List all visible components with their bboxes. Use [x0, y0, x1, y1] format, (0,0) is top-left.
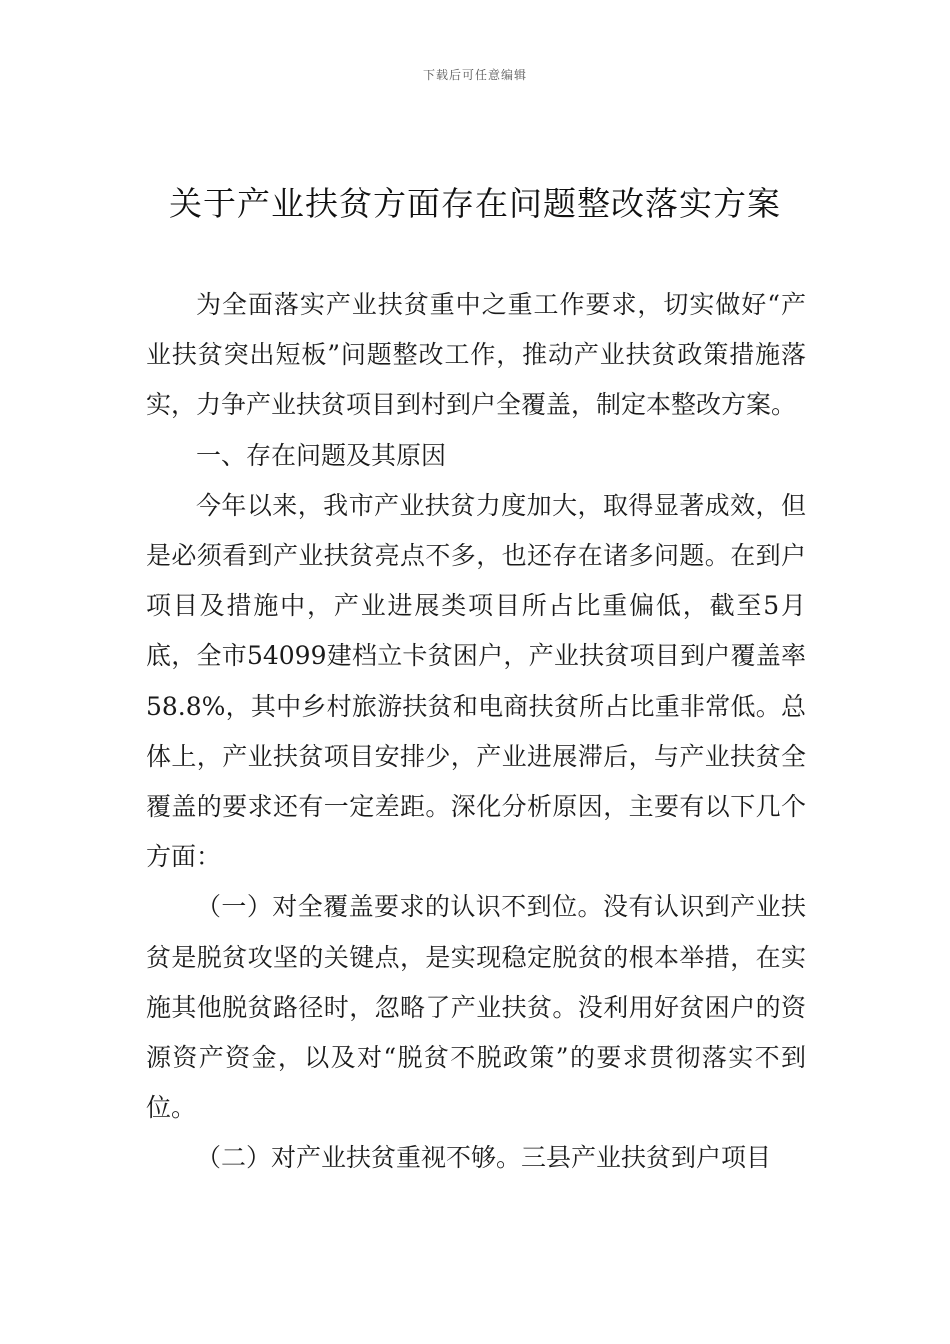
document-body: [146, 280, 806, 1184]
document-title: 关于产业扶贫方面存在问题整改落实方案: [169, 184, 781, 223]
section-heading-1: 一、存在问题及其原因: [196, 440, 447, 470]
header-note: 下载后可任意编辑: [422, 68, 527, 82]
paragraph-point-1: （一）对全覆盖要求的认识不到位。没有认识到产业扶贫是脱贫攻坚的关键点，是实现稳定脱贫的根本举措，在实施其他脱贫路径时，忽略了产业扶贫。没利用好贫困户的资源资产资金，以及对“脱贫不脱政策”的要求贯彻落实不到位。: [146, 892, 806, 1123]
paragraph-intro: 为全面落实产业扶贫重中之重工作要求，切实做好“产业扶贫突出短板”问题整改工作，推动产业扶贫政策措施落实，力争产业扶贫项目到村到户全覆盖，制定本整改方案。: [146, 290, 806, 420]
paragraph-overview: 今年以来，我市产业扶贫力度加大，取得显著成效，但是必须看到产业扶贫亮点不多，也还存在诸多问题。在到户项目及措施中，产业进展类项目所占比重偏低，截至5月底，全市54099建档立卡贫困户，产业扶贫项目到户覆盖率58.8%，其中乡村旅游扶贫和电商扶贫所占比重非常低。总体上，产业扶贫项目安排少，产业进展滞后，与产业扶贫全覆盖的要求还有一定差距。深化分析原因，主要有以下几个方面：: [146, 490, 806, 872]
paragraph-point-2: （二）对产业扶贫重视不够。三县产业扶贫到户项目: [196, 1143, 772, 1173]
